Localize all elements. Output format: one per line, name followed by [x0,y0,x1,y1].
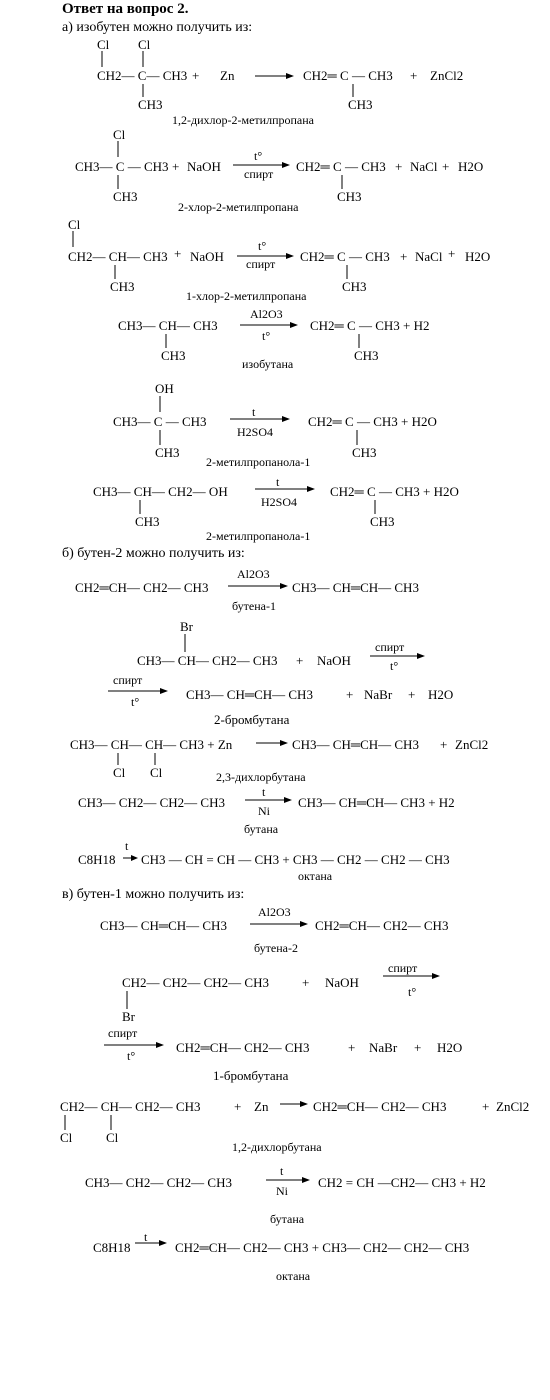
product-formula: CH3— CH═CH— CH3 [292,580,419,595]
substituent: Cl [138,37,151,52]
reactant-formula: CH2— CH— CH3 [68,249,168,264]
arrowhead [286,73,294,79]
condition-top: t [262,785,266,799]
reactant-formula: CH3— CH— CH— CH3 + Zn [70,737,233,752]
reactant-name: 1,2-дихлор-2-метилпропана [172,113,314,127]
substituent: CH3 [138,97,163,112]
reactant-name: изобутана [242,357,294,371]
product-formula: CH2 = CH —CH2— CH3 + H2 [318,1175,486,1190]
arrowhead [417,653,425,659]
reactant-formula: CH3— C — CH3 [75,159,169,174]
reactant-name: бутана [270,1212,305,1226]
condition-bottom: t° [131,695,140,709]
reagent: NaOH [190,249,224,264]
condition-bottom: спирт [244,167,274,181]
arrowhead [282,416,290,422]
substituent: CH3 [155,445,180,460]
substituent: Cl [68,217,81,232]
substituent: CH3 [337,189,362,204]
reactant-name: 2-метилпропанола-1 [206,529,311,543]
condition-top: t° [258,239,267,253]
condition-top: спирт [113,673,143,687]
plus-sign: + [414,1040,422,1055]
condition-top: спирт [388,961,418,975]
substituent: CH3 [352,445,377,460]
product-formula: CH3 — CH = CH — CH3 + CH3 — CH2 — CH2 — CH3 [141,852,450,867]
product-formula: CH2═ C — CH3 [296,159,386,174]
reactant-formula: CH2— CH2— CH2— CH3 [122,975,269,990]
byproduct: NaBr [369,1040,398,1055]
reactant-name: октана [298,869,333,883]
substituent: Br [180,619,193,634]
section-c-heading: в) бутен-1 можно получить из: [62,887,245,902]
plus-sign: + [400,249,408,264]
product-formula: CH2═ C — CH3 + H2O [308,414,437,429]
arrowhead [290,322,298,328]
condition-top: Al2O3 [237,567,270,581]
arrowhead [300,921,308,927]
arrowhead [160,688,168,694]
byproduct: H2O [437,1040,463,1055]
plus-sign: + [346,687,354,702]
substituent: Cl [113,127,126,142]
condition-top: t [144,1230,148,1244]
reactant-name: бутена-2 [254,941,298,955]
condition-bottom: t° [408,985,417,999]
condition-bottom: H2SO4 [237,425,274,439]
substituent: CH3 [135,514,160,529]
condition-top: t [252,405,256,419]
plus-sign: + [410,68,418,83]
product-formula: CH2═ C — CH3 + H2O [330,484,459,499]
product-formula: CH2═ C — CH3 [303,68,393,83]
reactant-formula: CH3— C — CH3 [113,414,207,429]
reactant-formula: CH3— CH— CH2— CH3 [137,653,278,668]
plus-sign: + [174,246,182,261]
arrowhead [307,486,315,492]
plus-sign: + [172,159,180,174]
condition-top: спирт [108,1026,138,1040]
reactant-formula: CH2— CH— CH2— CH3 [60,1099,201,1114]
condition-top: t [125,839,129,853]
reagent: Zn [254,1099,269,1114]
substituent: Cl [113,765,126,780]
substituent: Cl [97,37,110,52]
section-b-heading: б) бутен-2 можно получить из: [62,546,245,561]
substituent: CH3 [110,279,135,294]
reactant-formula: CH3— CH— CH3 [118,318,218,333]
byproduct: ZnCl2 [455,737,489,752]
byproduct: H2O [465,249,491,264]
reagent: NaOH [187,159,221,174]
substituent: Cl [106,1130,119,1145]
product-formula: CH2═CH— CH2— CH3 [313,1099,447,1114]
reactant-name: 2,3-дихлорбутана [216,770,306,784]
reactant-formula: CH3— CH— CH2— OH [93,484,228,499]
condition-top: t [276,475,280,489]
plus-sign: + [192,68,200,83]
condition-top: спирт [375,640,405,654]
substituent: Cl [150,765,163,780]
reactant-formula: CH3— CH2— CH2— CH3 [85,1175,232,1190]
reactant-name: 1-бромбутана [213,1068,289,1083]
byproduct: NaCl [415,249,443,264]
condition-top: t [280,1164,284,1178]
arrowhead [131,855,138,861]
plus-sign: + [296,653,304,668]
plus-sign: + [234,1099,242,1114]
reactant-name: 2-бромбутана [214,712,290,727]
reactant-name: 2-метилпропанола-1 [206,455,311,469]
reactant-name: октана [276,1269,311,1283]
substituent: OH [155,381,174,396]
plus-sign: + [348,1040,356,1055]
product-formula: CH3— CH═CH— CH3 [292,737,419,752]
substituent: CH3 [348,97,373,112]
plus-sign: + [302,975,310,990]
reactant-formula: C8H18 [93,1240,131,1255]
arrowhead [432,973,440,979]
arrowhead [159,1240,167,1246]
plus-sign: + [482,1099,490,1114]
product-formula: CH2═CH— CH2— CH3 [315,918,449,933]
reactant-name: бутена-1 [232,599,276,613]
reactant-formula: CH2═CH— CH2— CH3 [75,580,209,595]
byproduct: ZnCl2 [496,1099,530,1114]
product-formula: CH2═CH— CH2— CH3 + CH3— CH2— CH2— CH3 [175,1240,470,1255]
arrowhead [286,253,294,259]
byproduct: H2O [428,687,454,702]
product-formula: CH3— CH═CH— CH3 [186,687,313,702]
product-formula: CH2═CH— CH2— CH3 [176,1040,310,1055]
section-a-heading: а) изобутен можно получить из: [62,20,253,35]
arrowhead [302,1177,310,1183]
substituent: CH3 [370,514,395,529]
reactant-formula: C8H18 [78,852,116,867]
condition-top: Al2O3 [258,905,291,919]
byproduct: NaCl [410,159,438,174]
substituent: Br [122,1009,135,1024]
condition-top: Al2O3 [250,307,283,321]
substituent: CH3 [113,189,138,204]
substituent: Cl [60,1130,73,1145]
arrowhead [280,583,288,589]
product-formula: CH2═ C — CH3 [300,249,390,264]
substituent: CH3 [354,348,379,363]
plus-sign: + [395,159,403,174]
condition-top: t° [254,149,263,163]
reactant-name: бутана [244,822,279,836]
substituent: CH3 [161,348,186,363]
condition-bottom: t° [390,659,399,673]
arrowhead [300,1101,308,1107]
byproduct: ZnCl2 [430,68,464,83]
arrowhead [282,162,290,168]
arrowhead [156,1042,164,1048]
reactant-formula: CH2— C— CH3 [97,68,188,83]
condition-bottom: t° [127,1049,136,1063]
page-title: Ответ на вопрос 2. [62,1,189,17]
condition-bottom: спирт [246,257,276,271]
product-formula: CH2═ C — CH3 + H2 [310,318,430,333]
reagent: Zn [220,68,235,83]
reactant-formula: CH3— CH2— CH2— CH3 [78,795,225,810]
condition-bottom: t° [262,329,271,343]
plus-sign: + [408,687,416,702]
condition-bottom: H2SO4 [261,495,298,509]
condition-bottom: Ni [258,804,270,818]
byproduct: NaBr [364,687,393,702]
plus-sign: + [448,246,456,261]
reagent: NaOH [325,975,359,990]
byproduct: H2O [458,159,484,174]
reactant-name: 2-хлор-2-метилпропана [178,200,299,214]
plus-sign: + [442,159,450,174]
reactant-formula: CH3— CH═CH— CH3 [100,918,227,933]
arrowhead [280,740,288,746]
product-formula: CH3— CH═CH— CH3 + H2 [298,795,455,810]
reactant-name: 1,2-дихлорбутана [232,1140,322,1154]
substituent: CH3 [342,279,367,294]
reactant-name: 1-хлор-2-метилпропана [186,289,307,303]
reagent: NaOH [317,653,351,668]
condition-bottom: Ni [276,1184,288,1198]
arrowhead [284,797,292,803]
plus-sign: + [440,737,448,752]
